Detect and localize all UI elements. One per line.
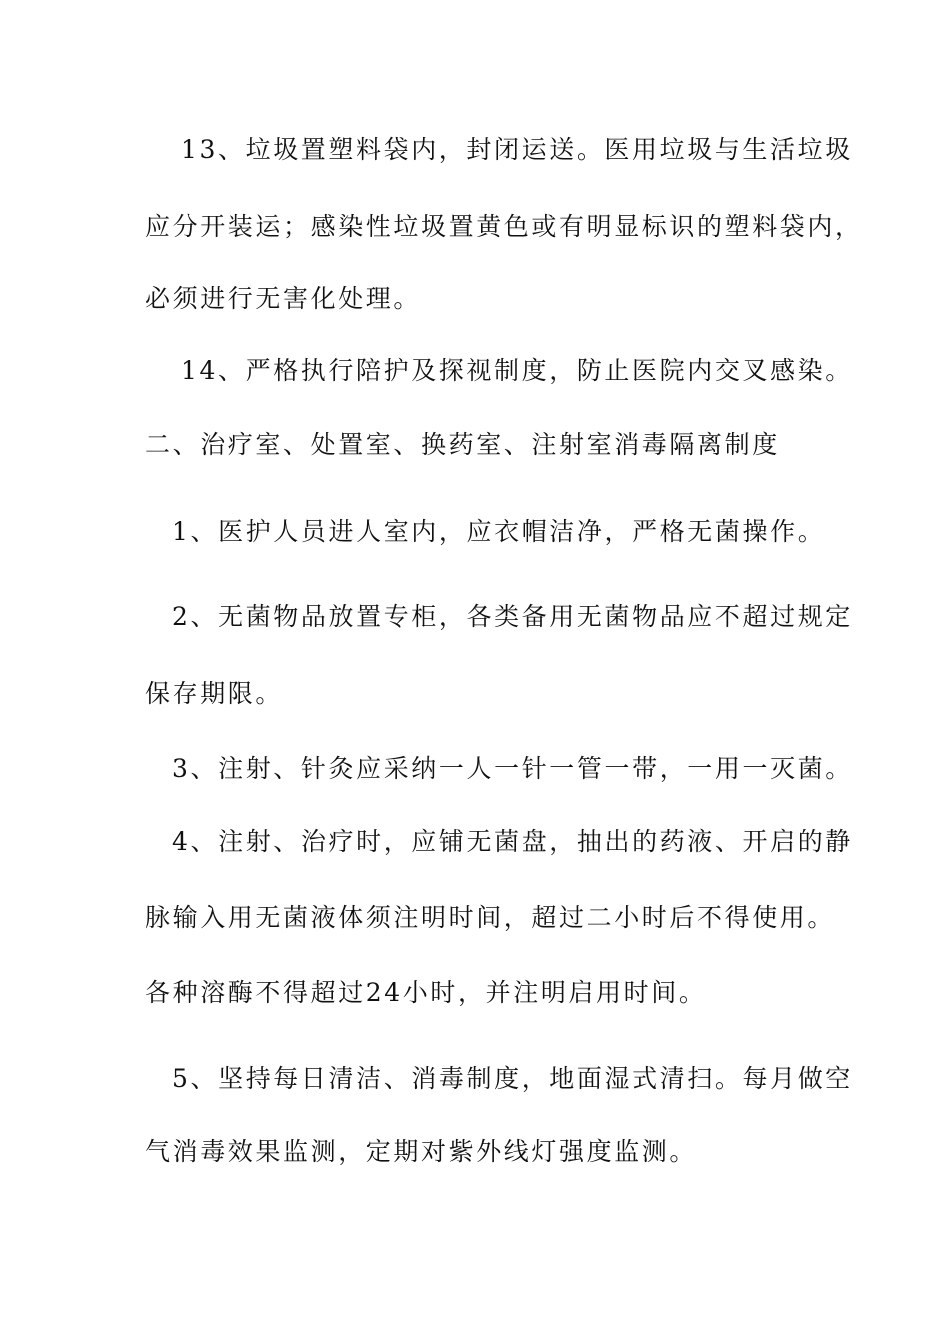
item-1-line-1: 1、医护人员进人室内，应衣帽洁净，严格无菌操作。 (172, 517, 826, 546)
item-14-line-1: 14、严格执行陪护及探视制度，防止医院内交叉感染。 (181, 356, 853, 385)
item-4-line-1: 4、注射、治疗时，应铺无菌盘，抽出的药液、开启的静 (172, 827, 853, 856)
item-13-line-3: 必须进行无害化处理。 (145, 284, 422, 313)
item-3-line-1: 3、注射、针灸应采纳一人一针一管一带，一用一灭菌。 (172, 754, 853, 783)
item-2-line-1: 2、无菌物品放置专柜，各类备用无菌物品应不超过规定 (172, 602, 853, 631)
item-2-line-2: 保存期限。 (145, 679, 284, 708)
item-5-line-1: 5、坚持每日清洁、消毒制度，地面湿式清扫。每月做空 (172, 1064, 853, 1093)
item-13-line-2: 应分开装运；感染性垃圾置黄色或有明显标识的塑料袋内， (145, 212, 863, 241)
item-4-line-2: 脉输入用无菌液体须注明时间，超过二小时后不得使用。 (145, 903, 836, 932)
item-13-line-1: 13、垃圾置塑料袋内，封闭运送。医用垃圾与生活垃圾 (181, 135, 853, 164)
item-4-line-3: 各种溶酶不得超过24小时，并注明启用时间。 (145, 978, 707, 1007)
section-heading-2: 二、治疗室、处置室、换药室、注射室消毒隔离制度 (145, 430, 780, 459)
item-5-line-2: 气消毒效果监测，定期对紫外线灯强度监测。 (145, 1137, 698, 1166)
